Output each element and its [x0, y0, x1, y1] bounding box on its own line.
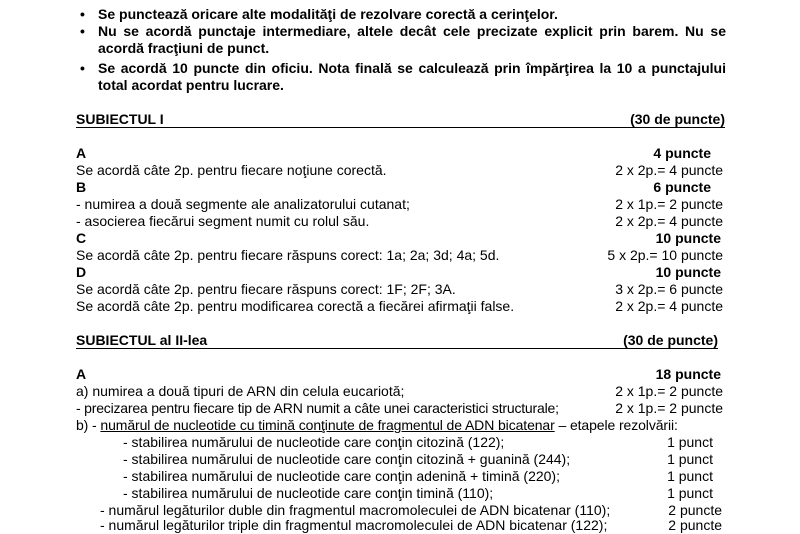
section-header-A	[76, 145, 725, 162]
criterion-text: Se acordă câte 2p. pentru fiecare răspuns corect: 1F; 2F; 3A.	[76, 281, 456, 297]
criterion-b-suffix: – etapele rezolvării:	[554, 417, 678, 433]
step-row	[123, 468, 713, 485]
step-score: 1 punct	[667, 434, 713, 450]
subject2-points: (30 de puncte)	[623, 332, 718, 348]
bond-score: 2 puncte	[668, 517, 722, 533]
section-points: 4 puncte	[653, 145, 711, 161]
note-text: Se acordă 10 puncte din oficiu. Nota finală se calculează prin împărţirea la 10 a punctajului total acordat pentru lucrare.	[98, 60, 726, 93]
subject2-header	[76, 332, 718, 349]
score-row	[76, 213, 725, 230]
step-row	[123, 451, 713, 468]
section-points: 10 puncte	[655, 264, 721, 280]
bond-score: 2 puncte	[668, 502, 722, 518]
subject1-points: (30 de puncte)	[630, 111, 725, 127]
criterion-score: 2 x 2p.= 4 puncte	[615, 162, 723, 178]
criterion-text: a) numirea a două tipuri de ARN din celula eucariotă;	[76, 383, 405, 399]
step-row	[123, 434, 713, 451]
score-row	[76, 247, 725, 264]
criterion-score: 3 x 2p.= 6 puncte	[615, 281, 723, 297]
step-text: - stabilirea numărului de nucleotide care conţin adenină + timină (220);	[123, 468, 560, 484]
section-header-A	[76, 366, 725, 383]
score-row	[76, 383, 725, 400]
section-points: 18 puncte	[655, 366, 721, 382]
bond-row	[100, 517, 722, 534]
note-text: Se punctează oricare alte modalităţi de rezolvare corectă a cerinţelor.	[98, 6, 558, 22]
criterion-score: 5 x 2p.= 10 puncte	[607, 247, 723, 263]
step-text: - stabilirea numărului de nucleotide care conţin citozină + guanină (244);	[123, 451, 571, 467]
subject1-title: SUBIECTUL I	[76, 111, 164, 127]
note-bullet: •	[80, 23, 85, 39]
note-text: Nu se acordă punctaje intermediare, altele decât cele precizate explicit prin barem. Nu se acordă fracţiuni de punct.	[98, 23, 726, 56]
step-score: 1 punct	[667, 485, 713, 501]
criterion-b-text	[76, 417, 678, 434]
section-label: C	[76, 230, 87, 246]
note-bullet: •	[80, 60, 85, 76]
score-row	[76, 196, 725, 213]
criterion-text: - asocierea fiecărui segment numit cu rolul său.	[76, 213, 370, 229]
bond-text: - numărul legăturilor duble din fragmentul macromoleculei de ADN bicatenar (110);	[100, 502, 611, 518]
section-points: 10 puncte	[655, 230, 721, 246]
section-points: 6 puncte	[653, 179, 711, 195]
section-header-D	[76, 264, 725, 281]
bond-text: - numărul legăturilor triple din fragmentul macromoleculei de ADN bicatenar (122);	[100, 517, 608, 533]
subject1-header	[76, 111, 725, 128]
criterion-score: 2 x 1p.= 2 puncte	[615, 196, 723, 212]
score-row-b	[76, 417, 725, 434]
step-row	[123, 485, 713, 502]
criterion-score: 2 x 2p.= 4 puncte	[615, 298, 723, 314]
subject1-underline	[76, 127, 725, 128]
score-row	[76, 281, 725, 298]
criterion-text: Se acordă câte 2p. pentru fiecare răspuns corect: 1a; 2a; 3d; 4a; 5d.	[76, 247, 500, 263]
criterion-text: Se acordă câte 2p. pentru fiecare noţiune corectă.	[76, 162, 387, 178]
section-label: A	[76, 145, 87, 161]
step-text: - stabilirea numărului de nucleotide care conţin citozină (122);	[123, 434, 505, 450]
criterion-b-prefix: b) -	[76, 417, 101, 433]
subject2-underline	[76, 348, 718, 349]
score-row	[76, 162, 725, 179]
subject2-title: SUBIECTUL al II-lea	[76, 332, 208, 348]
section-label: A	[76, 366, 87, 382]
step-score: 1 punct	[667, 468, 713, 484]
section-label: B	[76, 179, 87, 195]
step-score: 1 punct	[667, 451, 713, 467]
criterion-text: - precizarea pentru fiecare tip de ARN numit a câte unei caracteristici structurale;	[76, 400, 559, 416]
criterion-score: 2 x 1p.= 2 puncte	[615, 400, 723, 416]
criterion-score: 2 x 2p.= 4 puncte	[615, 213, 723, 229]
score-row	[76, 298, 725, 315]
step-text: - stabilirea numărului de nucleotide care conţin timină (110);	[123, 485, 494, 501]
score-row	[76, 400, 725, 417]
criterion-text: Se acordă câte 2p. pentru modificarea corectă a fiecărei afirmaţii false.	[76, 298, 515, 314]
criterion-text: - numirea a două segmente ale analizatorului cutanat;	[76, 196, 410, 212]
criterion-score: 2 x 1p.= 2 puncte	[615, 383, 723, 399]
section-label: D	[76, 264, 87, 280]
section-header-B	[76, 179, 725, 196]
section-header-C	[76, 230, 725, 247]
note-bullet: •	[80, 6, 85, 22]
criterion-b-underlined: numărul de nucleotide cu timină conţinute de fragmentul de ADN bicatenar	[100, 417, 555, 433]
